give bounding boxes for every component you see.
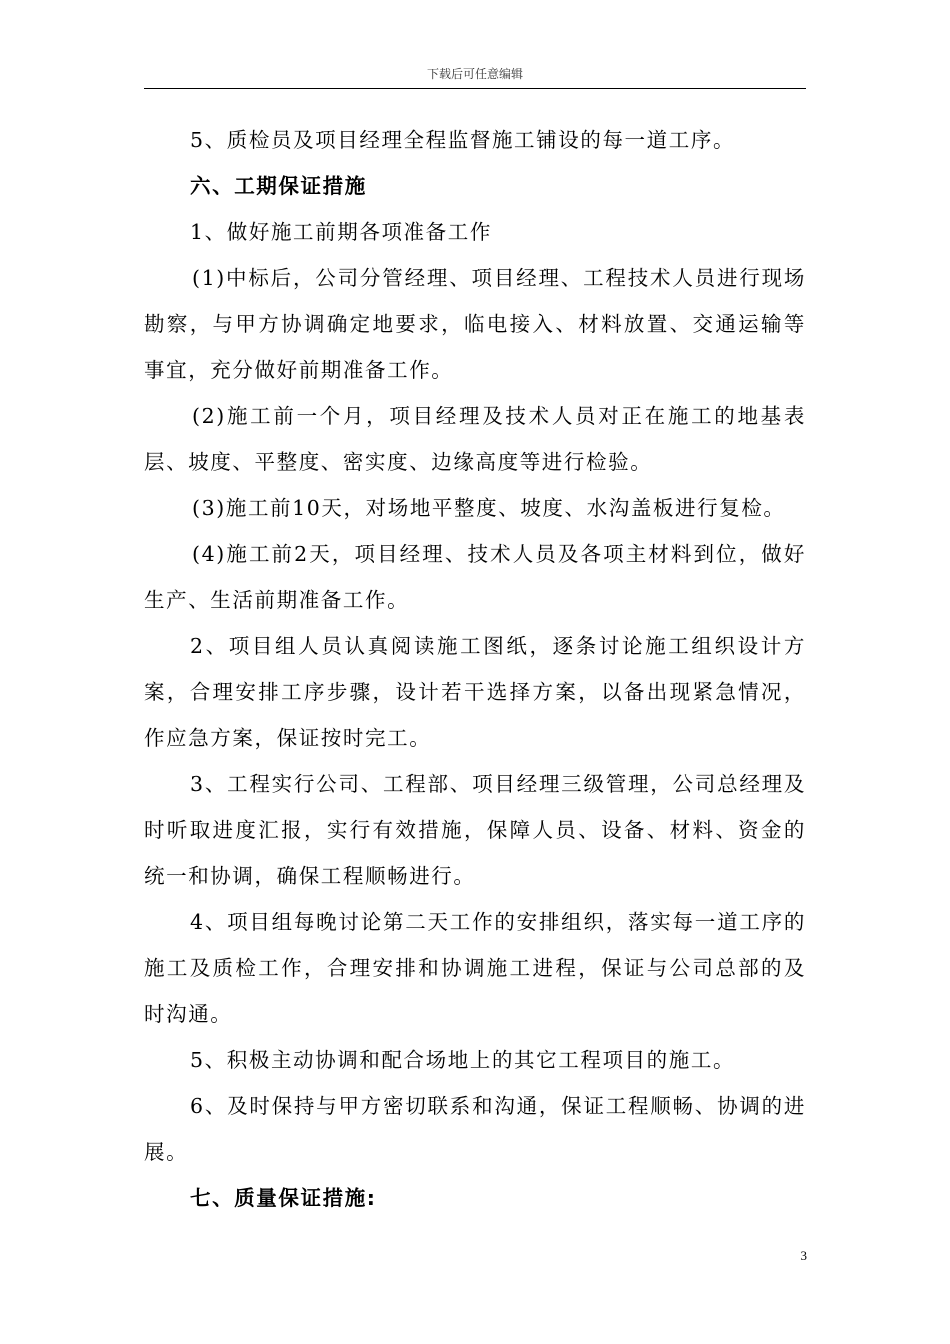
section-heading-schedule: 六、工期保证措施 — [190, 174, 367, 198]
page-number: 3 — [800, 1248, 807, 1263]
paragraph-item-5: 5、积极主动协调和配合场地上的其它工程项目的施工。 — [190, 1048, 736, 1072]
sub-item-2: (2)施工前一个月，项目经理及技术人员对正在施工的地基表层、坡度、平整度、密实度、边缘高度等进行检验。 — [144, 404, 806, 474]
page-header: 下载后可任意编辑 — [426, 67, 523, 81]
paragraph-item-2: 2、项目组人员认真阅读施工图纸，逐条讨论施工组织设计方案，合理安排工序步骤，设计若干选择方案，以备出现紧急情况，作应急方案，保证按时完工。 — [144, 634, 806, 750]
header-divider — [144, 88, 806, 89]
sub-item-1: (1)中标后，公司分管经理、项目经理、工程技术人员进行现场勘察，与甲方协调确定地要求，临电接入、材料放置、交通运输等事宜，充分做好前期准备工作。 — [144, 266, 806, 382]
document-body — [144, 117, 806, 1221]
paragraph-item-4: 4、项目组每晚讨论第二天工作的安排组织，落实每一道工序的施工及质检工作，合理安排和协调施工进程，保证与公司总部的及时沟通。 — [144, 910, 806, 1026]
paragraph-item-6: 6、及时保持与甲方密切联系和沟通，保证工程顺畅、协调的进展。 — [144, 1094, 806, 1164]
paragraph-item-3: 3、工程实行公司、工程部、项目经理三级管理，公司总经理及时听取进度汇报，实行有效措施，保障人员、设备、材料、资金的统一和协调，确保工程顺畅进行。 — [144, 772, 806, 888]
section-heading-quality: 七、质量保证措施: — [190, 1186, 377, 1210]
sub-item-3: (3)施工前10天，对场地平整度、坡度、水沟盖板进行复检。 — [192, 496, 786, 520]
paragraph-inspection: 5、质检员及项目经理全程监督施工铺设的每一道工序。 — [190, 128, 736, 152]
paragraph-preparation: 1、做好施工前期各项准备工作 — [190, 220, 492, 244]
sub-item-4: (4)施工前2天，项目经理、技术人员及各项主材料到位，做好生产、生活前期准备工作。 — [144, 542, 806, 612]
